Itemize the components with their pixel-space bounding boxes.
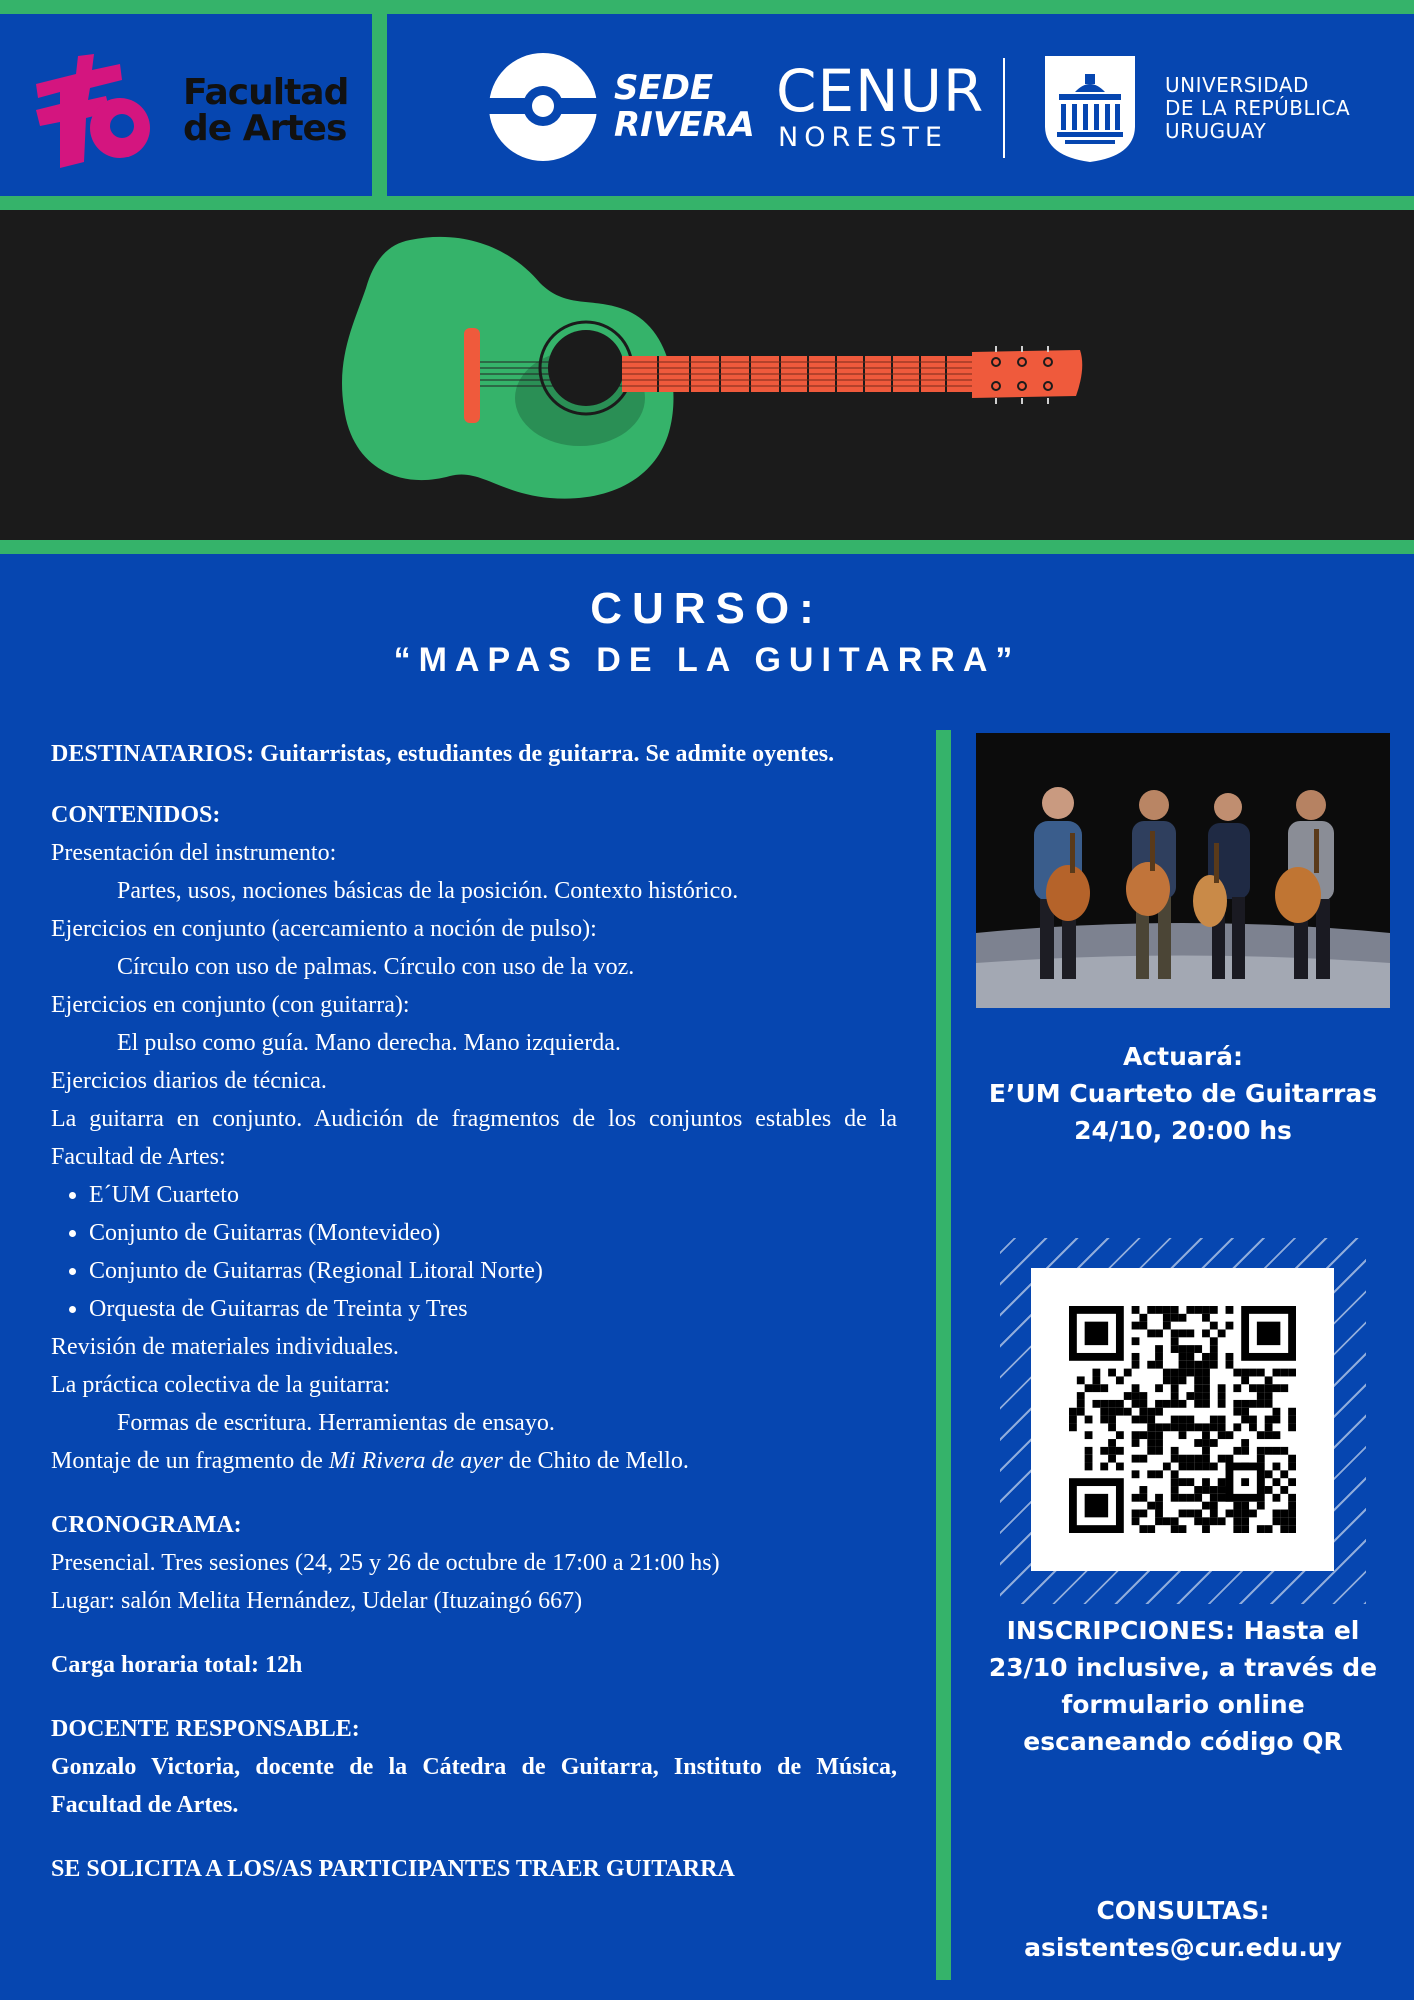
- performance-group: E’UM Cuarteto de Guitarras: [988, 1079, 1378, 1108]
- banner-bottom-bar: [0, 540, 1414, 554]
- list-item: • Conjunto de Guitarras (Montevideo): [89, 1214, 897, 1252]
- university-line3: URUGUAY: [1165, 119, 1267, 143]
- quartet-photo: [976, 733, 1390, 1008]
- content-detail: Círculo con uso de palmas. Círculo con uso de la voz.: [117, 954, 635, 980]
- course-title: “MAPAS DE LA GUITARRA”: [393, 641, 1021, 679]
- university-line1: UNIVERSIDAD: [1165, 73, 1309, 97]
- schedule-line: Presencial. Tres sesiones (24, 25 y 26 de octubre de 17:00 a 21:00 hs): [51, 1550, 720, 1576]
- destinatarios: DESTINATARIOS: Guitarristas, estudiantes de guitarra. Se admite oyentes.: [51, 741, 835, 767]
- spacer: [51, 1824, 897, 1850]
- header-bottom-bar: [0, 196, 1414, 210]
- faculty-line2: de Artes: [183, 108, 347, 149]
- top-green-bar: [0, 0, 1414, 14]
- cronograma-heading: CRONOGRAMA:: [51, 1512, 242, 1538]
- docente-heading: DOCENTE RESPONSABLE:: [51, 1716, 360, 1742]
- content-item: Ejercicios en conjunto (acercamiento a noción de pulso):: [51, 916, 597, 942]
- university-name: [1165, 74, 1350, 143]
- content-item: La guitarra en conjunto. Audición de fragmentos de los conjuntos estables de la Facultad de Artes:: [51, 1106, 897, 1170]
- list-item: • Conjunto de Guitarras (Regional Litoral Norte): [89, 1252, 897, 1290]
- cenur-title: CENUR: [776, 57, 985, 125]
- registration-line: formulario online: [1061, 1690, 1305, 1719]
- list-item: • E´UM Cuarteto: [89, 1176, 897, 1214]
- content-detail: El pulso como guía. Mano derecha. Mano izquierda.: [117, 1030, 621, 1056]
- logo-separator: [1003, 58, 1005, 158]
- contenidos-heading: CONTENIDOS:: [51, 802, 221, 828]
- registration-info: [960, 1612, 1406, 1760]
- content-item: Presentación del instrumento:: [51, 840, 337, 866]
- qr-code[interactable]: [1069, 1306, 1296, 1533]
- faculty-name: [183, 72, 349, 149]
- ensemble-list: [51, 1176, 897, 1328]
- sede-line2: RIVERA: [614, 104, 755, 145]
- work-title: Mi Rivera de ayer: [328, 1448, 503, 1474]
- performance-info: [960, 1038, 1406, 1149]
- header-divider: [372, 14, 387, 196]
- spacer: [51, 1684, 897, 1710]
- content-detail: Formas de escritura. Herramientas de ensayo.: [117, 1410, 555, 1436]
- content-item: [51, 1442, 897, 1480]
- carga-horaria: Carga horaria total: 12h: [51, 1652, 303, 1678]
- spacer: [51, 1480, 897, 1506]
- course-details: [51, 738, 897, 1888]
- sede-rivera-text: [614, 70, 755, 143]
- udelar-building-logo: [1045, 56, 1135, 162]
- contact-email[interactable]: asistentes@cur.edu.uy: [1024, 1933, 1342, 1962]
- contact-label: CONSULTAS:: [1096, 1896, 1270, 1925]
- performance-date: 24/10, 20:00 hs: [1074, 1116, 1292, 1145]
- university-line2: DE LA REPÚBLICA: [1165, 96, 1351, 120]
- content-item: Ejercicios en conjunto (con guitarra):: [51, 992, 410, 1018]
- facultad-de-artes-logo: [30, 52, 160, 170]
- content-text: Montaje de un fragmento de: [51, 1448, 329, 1474]
- cenur-subtitle: NORESTE: [778, 122, 948, 153]
- registration-line: INSCRIPCIONES: Hasta el: [1006, 1616, 1360, 1645]
- content-item: La práctica colectiva de la guitarra:: [51, 1372, 391, 1398]
- guitar-request: SE SOLICITA A LOS/AS PARTICIPANTES TRAER GUITARRA: [51, 1856, 735, 1882]
- content-item: Ejercicios diarios de técnica.: [51, 1068, 327, 1094]
- list-item: • Orquesta de Guitarras de Treinta y Tres: [89, 1290, 897, 1328]
- contact-info: [960, 1892, 1406, 1966]
- content-text: de Chito de Mello.: [502, 1448, 689, 1474]
- docente-text: Gonzalo Victoria, docente de la Cátedra de Guitarra, Instituto de Música, Facultad de Artes.: [51, 1754, 897, 1818]
- location-line: Lugar: salón Melita Hernández, Udelar (Ituzaingó 667): [51, 1588, 583, 1614]
- spacer: [51, 1620, 897, 1646]
- faculty-line1: Facultad: [183, 72, 349, 113]
- spacer: [51, 770, 897, 796]
- column-divider: [936, 730, 951, 1980]
- registration-line: escaneando código QR: [1023, 1727, 1343, 1756]
- sede-rivera-logo: [488, 52, 598, 162]
- content-detail: Partes, usos, nociones básicas de la posición. Contexto histórico.: [117, 878, 739, 904]
- performance-label: Actuará:: [1123, 1042, 1243, 1071]
- guitar-illustration: [340, 228, 1100, 518]
- content-item: Revisión de materiales individuales.: [51, 1334, 399, 1360]
- course-label: CURSO:: [590, 584, 824, 633]
- sede-line1: SEDE: [614, 68, 714, 108]
- registration-line: 23/10 inclusive, a través de: [988, 1653, 1378, 1682]
